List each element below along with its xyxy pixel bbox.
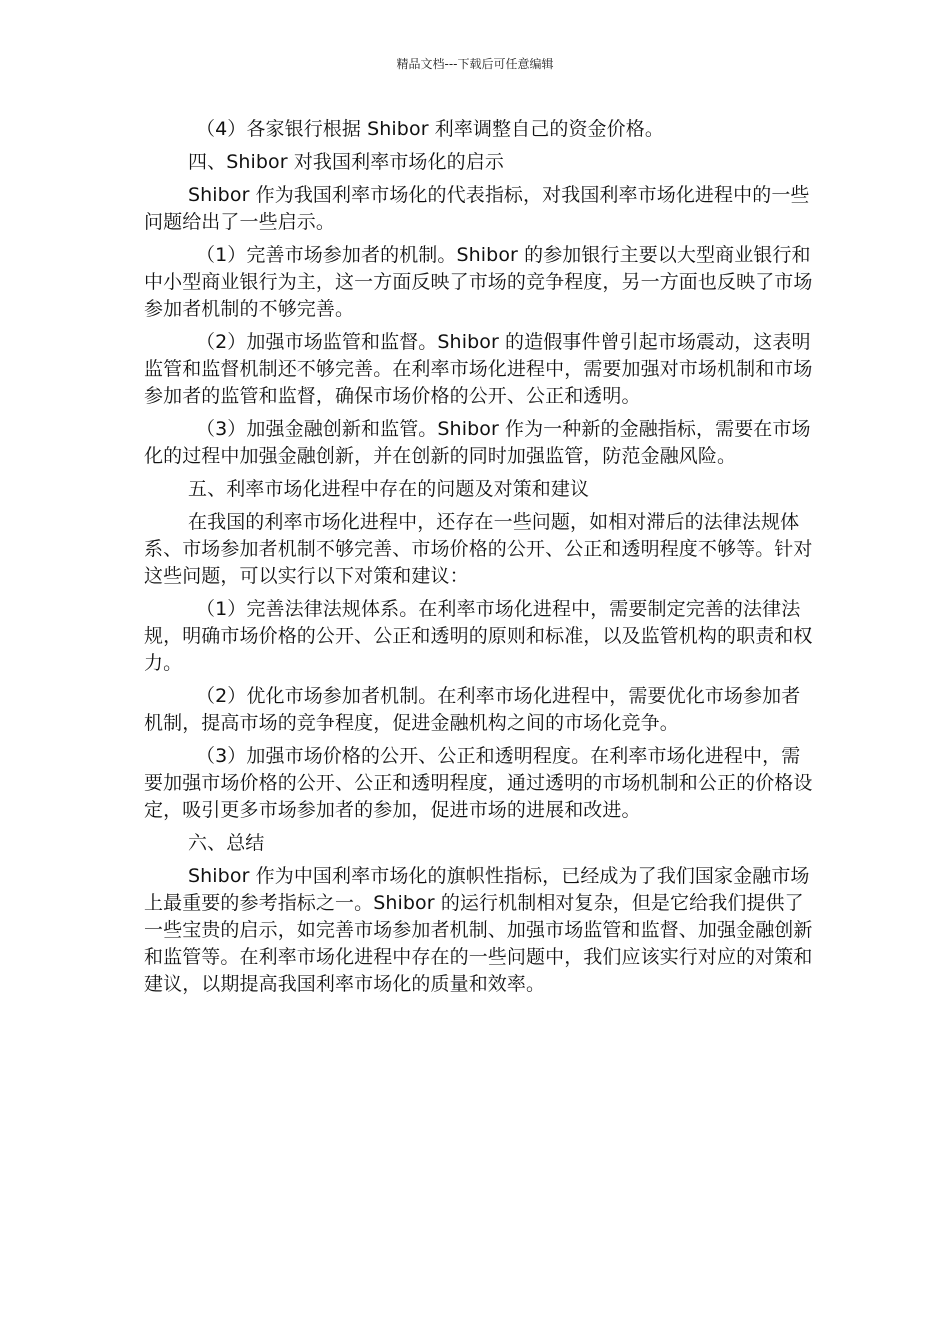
list-item: （3）加强金融创新和监管。Shibor 作为一种新的金融指标，需要在市场化的过程中加强金融创新，并在创新的同时加强监管，防范金融风险。 xyxy=(144,418,811,467)
page-header: 精品文档---下载后可任意编辑 xyxy=(396,57,554,71)
document-body xyxy=(144,116,814,1004)
list-item: （2）优化市场参加者机制。在利率市场化进程中，需要优化市场参加者机制，提高市场的竞争程度，促进金融机构之间的市场化竞争。 xyxy=(144,685,801,734)
paragraph: Shibor 作为中国利率市场化的旗帜性指标，已经成为了我们国家金融市场上最重要的参考指标之一。Shibor 的运行机制相对复杂，但是它给我们提供了一些宝贵的启示，如完善市场参加者机制、加强市场监管和监督、加强金融创新和监管等。在利率市场化进程中存在的一些问题中，我们应该实行对应的对策和建议，以期提高我国利率市场化的质量和效率。 xyxy=(144,865,813,995)
section-heading: 四、Shibor 对我国利率市场化的启示 xyxy=(188,151,504,173)
paragraph: Shibor 作为我国利率市场化的代表指标，对我国利率市场化进程中的一些问题给出了一些启示。 xyxy=(144,184,810,233)
list-item: （4）各家银行根据 Shibor 利率调整自己的资金价格。 xyxy=(196,118,664,140)
list-item: （1）完善法律法规体系。在利率市场化进程中，需要制定完善的法律法规，明确市场价格的公开、公正和透明的原则和标准，以及监管机构的职责和权力。 xyxy=(144,598,813,674)
list-item: （3）加强市场价格的公开、公正和透明程度。在利率市场化进程中，需要加强市场价格的公开、公正和透明程度，通过透明的市场机制和公正的价格设定，吸引更多市场参加者的参加，促进市场的进展和改进。 xyxy=(144,745,813,821)
paragraph: 在我国的利率市场化进程中，还存在一些问题，如相对滞后的法律法规体系、市场参加者机制不够完善、市场价格的公开、公正和透明程度不够等。针对这些问题，可以实行以下对策和建议： xyxy=(144,511,813,587)
section-heading: 五、利率市场化进程中存在的问题及对策和建议 xyxy=(188,478,590,500)
section-heading: 六、总结 xyxy=(188,832,265,854)
list-item: （2）加强市场监管和监督。Shibor 的造假事件曾引起市场震动，这表明监管和监督机制还不够完善。在利率市场化进程中，需要加强对市场机制和市场参加者的监管和监督，确保市场价格的公开、公正和透明。 xyxy=(144,331,813,407)
list-item: （1）完善市场参加者的机制。Shibor 的参加银行主要以大型商业银行和中小型商业银行为主，这一方面反映了市场的竞争程度，另一方面也反映了市场参加者机制的不够完善。 xyxy=(144,244,813,320)
